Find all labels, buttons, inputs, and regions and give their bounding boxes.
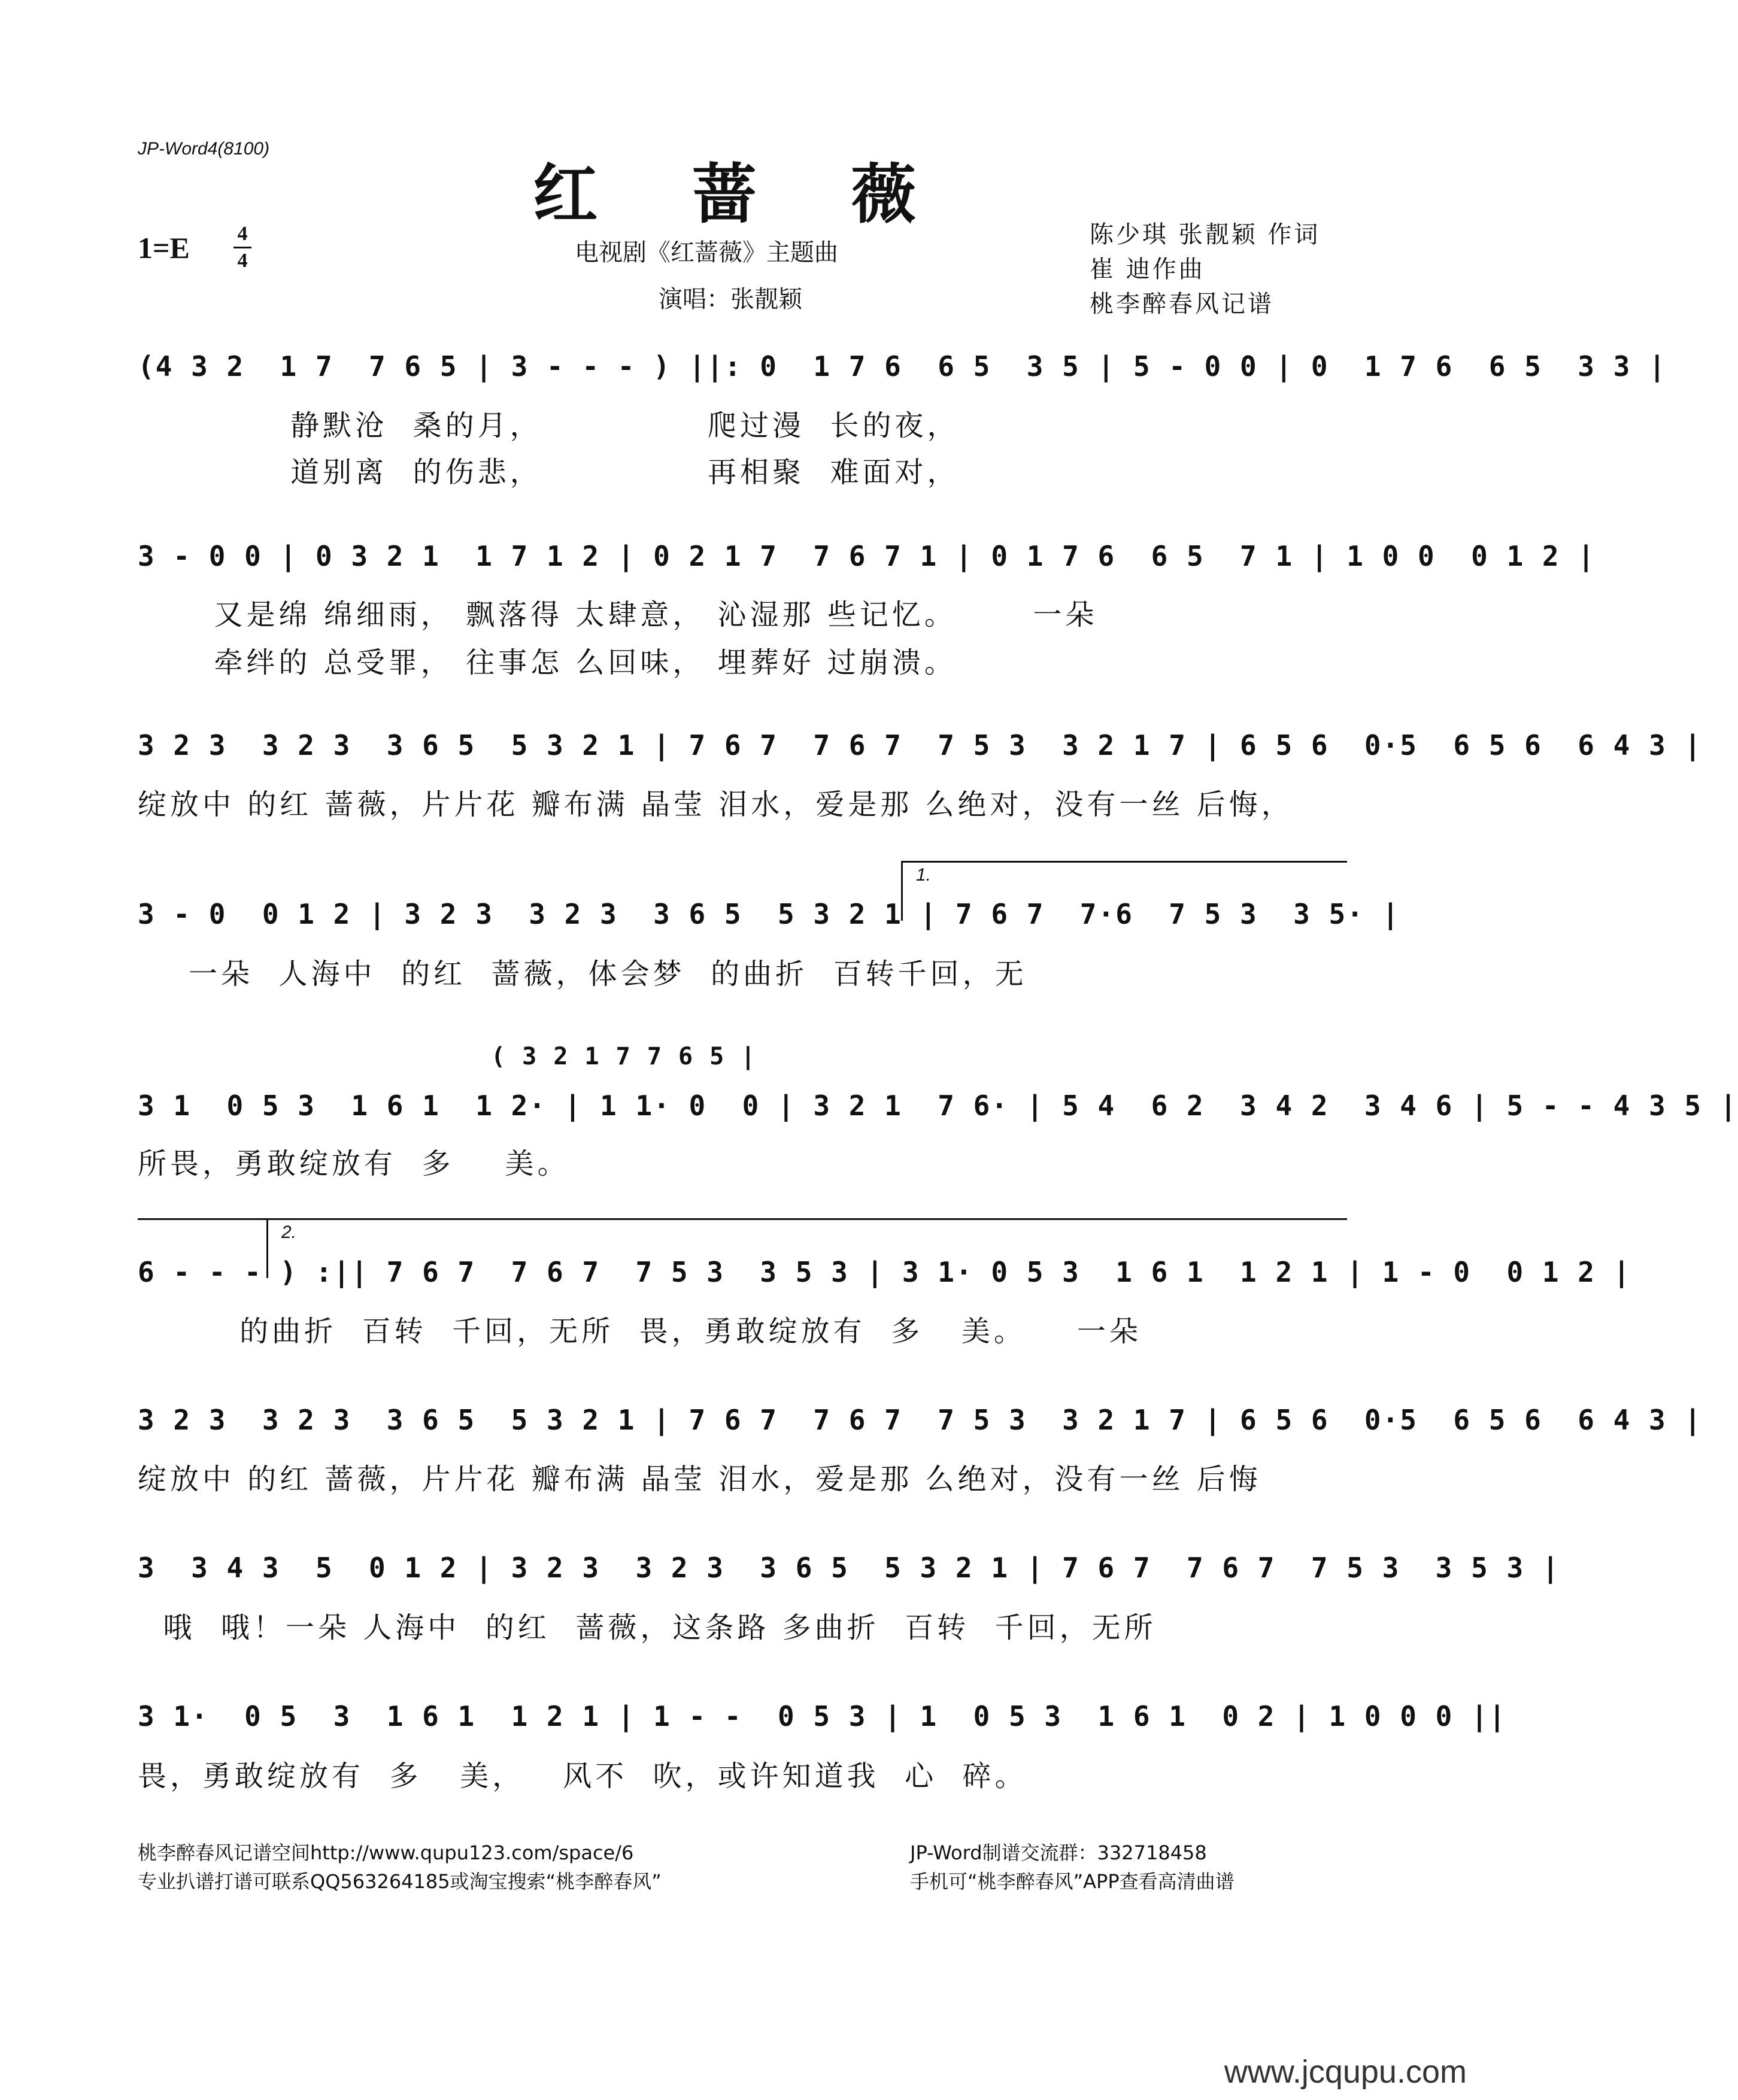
software-label: JP-Word4(8100)	[138, 139, 270, 159]
score-line-1-notes: (4 3 2 1 7 7 6 5 | 3 - - - ) ||: 0 1 7 6 6 5 3 5 | 5 - 0 0 | 0 1 7 6 6 5 3 3 |	[138, 350, 1667, 383]
score-line-6-notes: 6 - - - ) :|| 7 6 7 7 6 7 7 5 3 3 5 3 | 3 1· 0 5 3 1 6 1 1 2 1 | 1 - 0 0 1 2 |	[138, 1256, 1631, 1288]
transcriber-credit: 桃李醉春风记谱	[1090, 290, 1274, 318]
score-line-1-lyric-verse-1: 静默沧 桑的月， 爬过漫 长的夜，	[138, 409, 960, 442]
score-line-2-lyric-verse-1: 又是绵 绵细雨， 飘落得 太肆意， 沁湿那 些记忆。 一朵	[138, 598, 1098, 632]
score-line-4-lyric: 一朵 人海中 的红 蔷薇，体会梦 的曲折 百转千回，无	[138, 957, 1027, 991]
volta-2-label: 2.	[281, 1222, 297, 1242]
footer-right-line-1: JP-Word制谱交流群：332718458	[910, 1841, 1207, 1864]
score-line-9-lyric: 畏，勇敢绽放有 多 美， 风不 吹，或许知道我 心 碎。	[138, 1759, 1027, 1793]
time-bottom: 4	[237, 250, 248, 272]
score-line-8-lyric: 哦 哦！一朵 人海中 的红 蔷薇，这条路 多曲折 百转 千回，无所	[138, 1611, 1157, 1644]
watermark: www.jcqupu.com	[1224, 2054, 1467, 2090]
score-line-2-notes: 3 - 0 0 | 0 3 2 1 1 7 1 2 | 0 2 1 7 7 6 7 1 | 0 1 7 6 6 5 7 1 | 1 0 0 0 1 2 |	[138, 540, 1596, 572]
key-signature: 1=E	[138, 231, 190, 265]
time-top: 4	[237, 223, 248, 245]
singer: 演唱：张靓颖	[659, 286, 802, 313]
score-line-9-notes: 3 1· 0 5 3 1 6 1 1 2 1 | 1 - - 0 5 3 | 1 0 5 3 1 6 1 0 2 | 1 0 0 0 ||	[138, 1700, 1507, 1732]
subtitle: 电视剧《红蔷薇》主题曲	[575, 239, 838, 266]
score-line-7-notes: 3 2 3 3 2 3 3 6 5 5 3 2 1 | 7 6 7 7 6 7 7 5 3 3 2 1 7 | 6 5 6 0·5 6 5 6 6 4 3 |	[138, 1404, 1703, 1436]
score-line-7-lyric: 绽放中 的红 蔷薇，片片花 瓣布满 晶莹 泪水，爱是那 么绝对，没有一丝 后悔	[138, 1462, 1261, 1496]
score-line-4-notes: 3 - 0 0 1 2 | 3 2 3 3 2 3 3 6 5 5 3 2 1 | 7 6 7 7·6 7 5 3 3 5· |	[138, 898, 1400, 930]
score-line-2-lyric-verse-2: 牵绊的 总受罪， 往事怎 么回味， 埋葬好 过崩溃。	[138, 646, 957, 679]
footer-left-line-2: 专业扒谱打谱可联系QQ563264185或淘宝搜索“桃李醉春风”	[138, 1870, 662, 1893]
score-line-5-intro: ( 3 2 1 7 7 6 5 |	[491, 1043, 757, 1070]
composer-credit: 崔 迪作曲	[1090, 256, 1205, 283]
footer-right-line-2: 手机可“桃李醉春风”APP查看高清曲谱	[910, 1870, 1235, 1893]
score-line-3-notes: 3 2 3 3 2 3 3 6 5 5 3 2 1 | 7 6 7 7 6 7 7 5 3 3 2 1 7 | 6 5 6 0·5 6 5 6 6 4 3 |	[138, 729, 1703, 761]
score-line-5-notes: 3 1 0 5 3 1 6 1 1 2· | 1 1· 0 0 | 3 2 1 7 6· | 5 4 6 2 3 4 2 3 4 6 | 5 - - 4 3 5 |	[138, 1090, 1738, 1122]
score-line-5-lyric: 所畏，勇敢绽放有 多 美。	[138, 1147, 570, 1181]
time-signature	[233, 223, 251, 272]
score-line-1-lyric-verse-2: 道别离 的伤悲， 再相聚 难面对，	[138, 456, 960, 489]
footer-left-line-1: 桃李醉春风记谱空间http://www.qupu123.com/space/6	[138, 1841, 634, 1864]
score-line-8-notes: 3 3 4 3 5 0 1 2 | 3 2 3 3 2 3 3 6 5 5 3 2 1 | 7 6 7 7 6 7 7 5 3 3 5 3 |	[138, 1552, 1560, 1584]
lyricist-credit: 陈少琪 张靓颖 作词	[1090, 221, 1321, 248]
song-title: 红 蔷 薇	[533, 157, 952, 232]
volta-2-bracket	[138, 1218, 1347, 1220]
score-line-6-lyric: 的曲折 百转 千回，无所 畏，勇敢绽放有 多 美。 一朵	[138, 1315, 1142, 1348]
volta-1-bracket	[901, 861, 1347, 863]
volta-1-label: 1.	[916, 865, 932, 885]
score-line-3-lyric: 绽放中 的红 蔷薇，片片花 瓣布满 晶莹 泪水，爱是那 么绝对，没有一丝 后悔，	[138, 788, 1294, 821]
